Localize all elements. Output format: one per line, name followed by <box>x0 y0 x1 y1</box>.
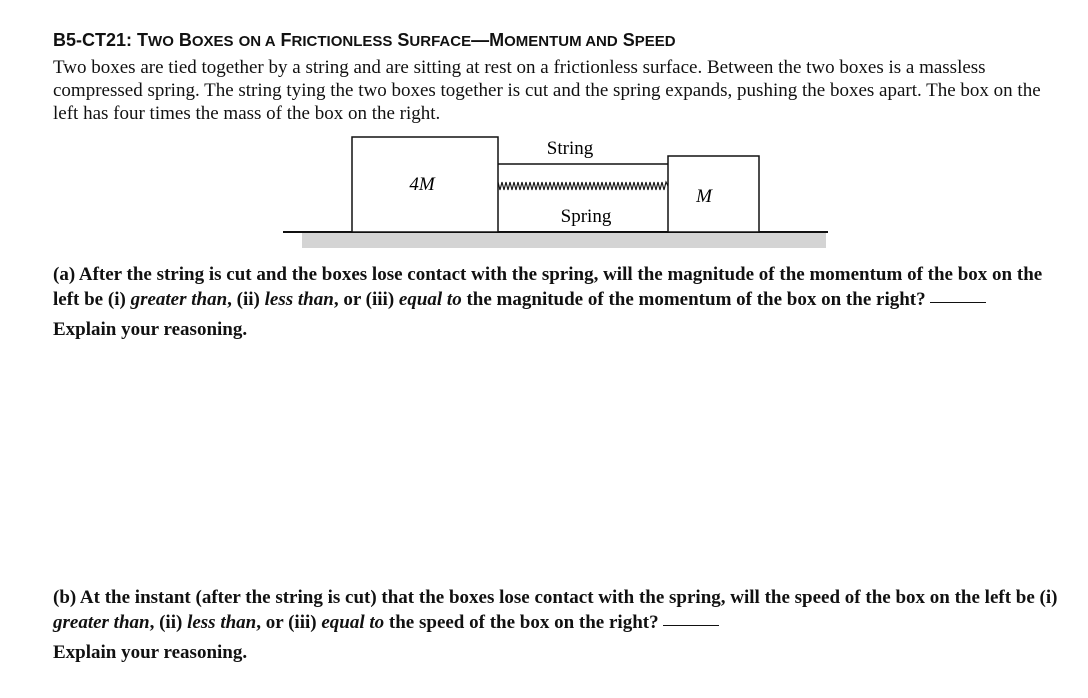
explain-prompt-b: Explain your reasoning. <box>53 642 248 663</box>
question-a: (a) After the string is cut and the boxes lose contact with the spring, will the magnitude of the momentum of the box on the left be (i) greater than, (ii) less than, or (iii) equal to the magnitude of the momentum of the box on the right? Explain your reasoning. <box>53 263 1063 343</box>
explain-prompt-a: Explain your reasoning. <box>53 319 248 340</box>
question-b: (b) At the instant (after the string is cut) that the boxes lose contact with the spring, will the speed of the box on the left be (i) greater than, (ii) less than, or (iii) equal to the speed of the box on the right? Explain your reasoning. <box>53 586 1063 666</box>
problem-code: B5-CT21: <box>53 30 133 50</box>
spring-label: Spring <box>560 206 612 227</box>
right-box-label: M <box>696 186 712 207</box>
right-box <box>668 156 759 232</box>
answer-blank-a[interactable] <box>930 301 986 303</box>
string-label: String <box>546 138 594 159</box>
answer-blank-b[interactable] <box>663 624 719 626</box>
problem-description: Two boxes are tied together by a string and are sitting at rest on a frictionless surface. Between the two boxes is a massless compressed spring. The string tying the two boxes together is cut and the spring expands, pushing the boxes apart. The box on the left has four times the mass of the box on the right. <box>53 57 1041 124</box>
compressed-spring <box>498 182 668 190</box>
two-boxes-figure <box>280 136 830 248</box>
left-box-label: 4M <box>409 174 435 195</box>
frictionless-surface <box>302 232 826 248</box>
page-title: B5-CT21: TWO BOXES ON A FRICTIONLESS SURFACE—MOMENTUM AND SPEED <box>53 30 676 50</box>
